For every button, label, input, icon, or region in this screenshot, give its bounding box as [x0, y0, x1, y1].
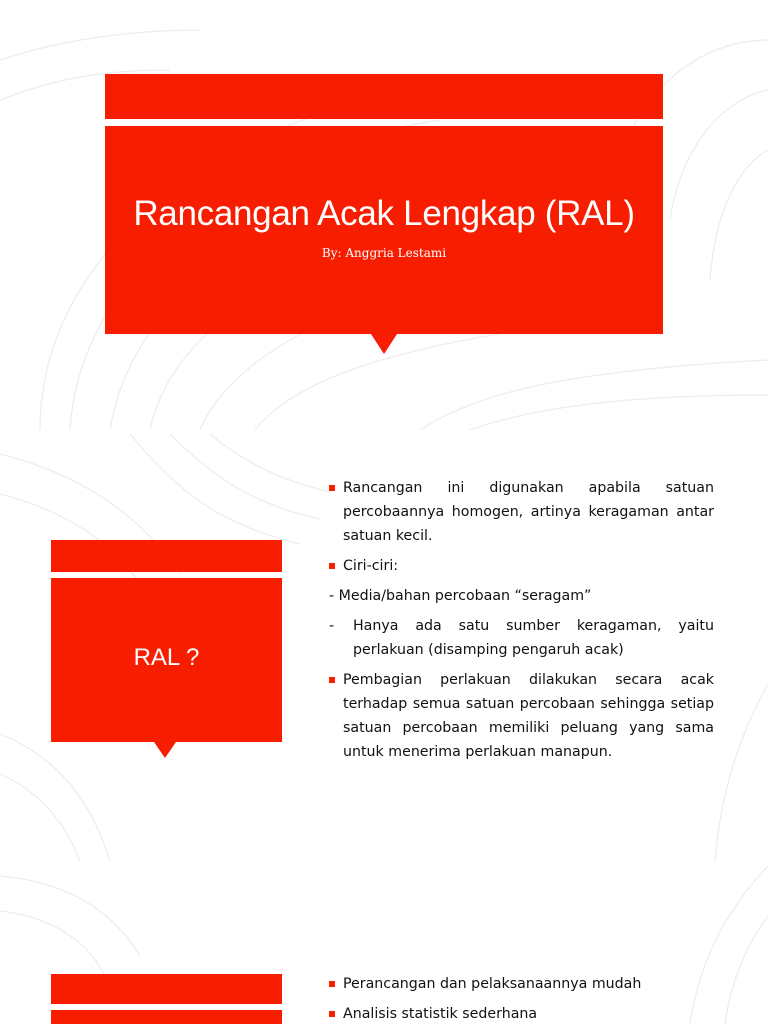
heading-pointer-arrow — [154, 742, 176, 758]
bullet-easy-design: Perancangan dan pelaksanaannya mudah — [329, 972, 714, 996]
advantages-content — [329, 972, 714, 1024]
characteristic-uniform-media: - Media/bahan percobaan “seragam” — [329, 588, 592, 604]
title-pointer-arrow — [371, 334, 397, 354]
bullet-definition: Rancangan ini digunakan apabila satuan percobaannya homogen, artinya keragaman antar satuan kecil. — [329, 476, 714, 548]
definition-content — [329, 476, 714, 770]
bullet-random-assignment: Pembagian perlakuan dilakukan secara acak terhadap semua satuan percobaan sehingga setiap satuan percobaan memiliki peluang yang sama untuk menerima perlakuan manapun. — [329, 668, 714, 764]
slide-title — [0, 0, 768, 430]
bullet-simple-analysis: Analisis statistik sederhana — [329, 1002, 714, 1024]
slide-advantages — [0, 866, 768, 1024]
section-accent-band — [51, 974, 282, 1004]
heading-accent-band — [51, 540, 282, 572]
title-banner — [105, 126, 663, 334]
characteristic-single-variance — [329, 614, 714, 662]
heading-banner — [51, 578, 282, 742]
dash-mark: - — [329, 618, 335, 634]
slide-heading: RAL ? — [133, 644, 200, 671]
bullet-characteristics: Ciri-ciri: — [329, 554, 714, 578]
presentation-title: Rancangan Acak Lengkap (RAL) — [133, 194, 635, 233]
characteristic-text: Hanya ada satu sumber keragaman, yaitu perlakuan (disamping pengaruh acak) — [353, 618, 714, 658]
presentation-author: By: Anggria Lestami — [321, 246, 447, 260]
section-banner — [51, 1010, 282, 1024]
title-accent-band — [105, 74, 663, 119]
slide-ral-definition — [0, 434, 768, 862]
